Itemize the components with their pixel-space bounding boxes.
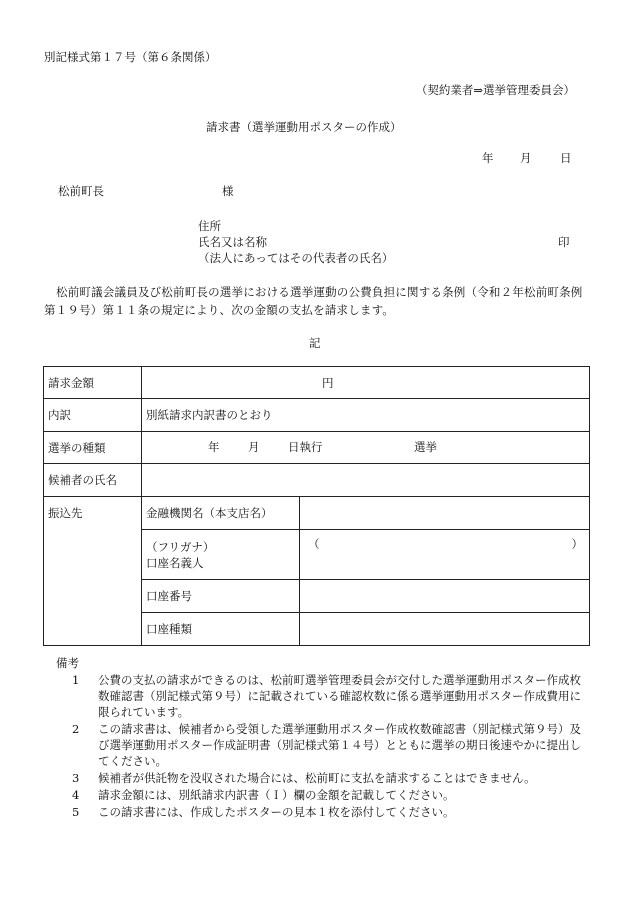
note-item [70, 787, 590, 803]
direction-note: （契約業者⇒選挙管理委員会） [415, 83, 575, 97]
breakdown-row [44, 399, 590, 432]
candidate-label: 候補者の氏名 [44, 464, 142, 497]
address-label: 住所 [198, 219, 221, 233]
document-title: 請求書（選挙運動用ポスターの作成） [206, 120, 402, 134]
amount-unit: 円 [322, 375, 334, 390]
amount-row [44, 367, 590, 399]
bank-field[interactable] [300, 497, 590, 530]
note-number: 2 [72, 722, 80, 736]
note-text: 請求金額には、別紙請求内訳書（Ｉ）欄の金額を記載してください。 [98, 788, 455, 802]
addressee-honorific: 様 [222, 184, 234, 198]
breakdown-value: 別紙請求内訳書のとおり [142, 399, 590, 432]
furigana-label: （フリガナ） [146, 539, 215, 554]
note-number: 5 [72, 805, 80, 819]
election-day: 日執行 [288, 440, 323, 454]
election-month: 月 [248, 440, 260, 454]
account-number-field[interactable] [300, 580, 590, 613]
bank-label: 金融機関名（本支店名） [142, 497, 300, 530]
addressee-name: 松前町長 [58, 184, 104, 198]
election-field[interactable] [142, 432, 590, 464]
note-item [70, 804, 590, 820]
paren-close: ） [571, 537, 583, 551]
account-type-label: 口座種類 [142, 613, 300, 646]
account-number-label: 口座番号 [142, 580, 300, 613]
holder-field[interactable] [300, 530, 590, 580]
election-row [44, 432, 590, 464]
note-number: 4 [72, 788, 80, 802]
account-type-field[interactable] [300, 613, 590, 646]
candidate-field[interactable] [142, 464, 590, 497]
breakdown-label: 内訳 [44, 399, 142, 432]
notes-list [70, 672, 590, 821]
note-number: 1 [72, 673, 80, 687]
holder-label-cell [142, 530, 300, 580]
date-day-label: 日 [560, 151, 572, 165]
election-label: 選挙の種類 [44, 432, 142, 464]
corporate-note: （法人にあってはその代表者の氏名） [198, 251, 394, 265]
bank-row [44, 497, 590, 530]
amount-label: 請求金額 [44, 367, 142, 399]
date-month-label: 月 [520, 151, 532, 165]
notes-heading: 備考 [56, 656, 79, 670]
note-number: 3 [72, 771, 80, 785]
form-number: 別記様式第１７号（第６条関係） [44, 50, 217, 64]
holder-label: 口座名義人 [146, 555, 204, 570]
note-text: この請求書には、作成したポスターの見本１枚を添付してください。 [98, 805, 455, 819]
election-suffix: 選挙 [414, 440, 437, 454]
name-label: 氏名又は名称 [198, 235, 267, 249]
seal-mark: 印 [558, 235, 570, 249]
election-year: 年 [208, 440, 220, 454]
paren-open: （ [308, 537, 320, 551]
note-item [70, 770, 590, 786]
note-text: 候補者が供託物を没収された場合には、松前町に支払を請求することはできません。 [98, 771, 536, 785]
note-item [70, 721, 590, 769]
note-item [70, 672, 590, 720]
ki-mark: 記 [309, 336, 321, 350]
amount-field[interactable] [142, 367, 590, 399]
request-statement: 松前町議会議員及び松前町長の選挙における選挙運動の公費負担に関する条例（令和２年松前町条例第１９号）第１１条の規定により、次の金額の支払を請求します。 [44, 285, 583, 317]
date-year-label: 年 [482, 151, 494, 165]
note-text: 公費の支払の請求ができるのは、松前町選挙管理委員会が交付した選挙運動用ポスター作成枚数確認書（別記様式第９号）に記載されている確認枚数に係る選挙運動用ポスター作成費用に限られています。 [98, 673, 581, 719]
transfer-label: 振込先 [44, 497, 142, 646]
candidate-row [44, 464, 590, 497]
claim-table [43, 366, 590, 646]
note-text: この請求書は、候補者から受領した選挙運動用ポスター作成枚数確認書（別記様式第９号）及び選挙運動用ポスター作成証明書（別記様式第１４号）とともに選挙の期日後速やかに提出してください。 [98, 722, 581, 768]
